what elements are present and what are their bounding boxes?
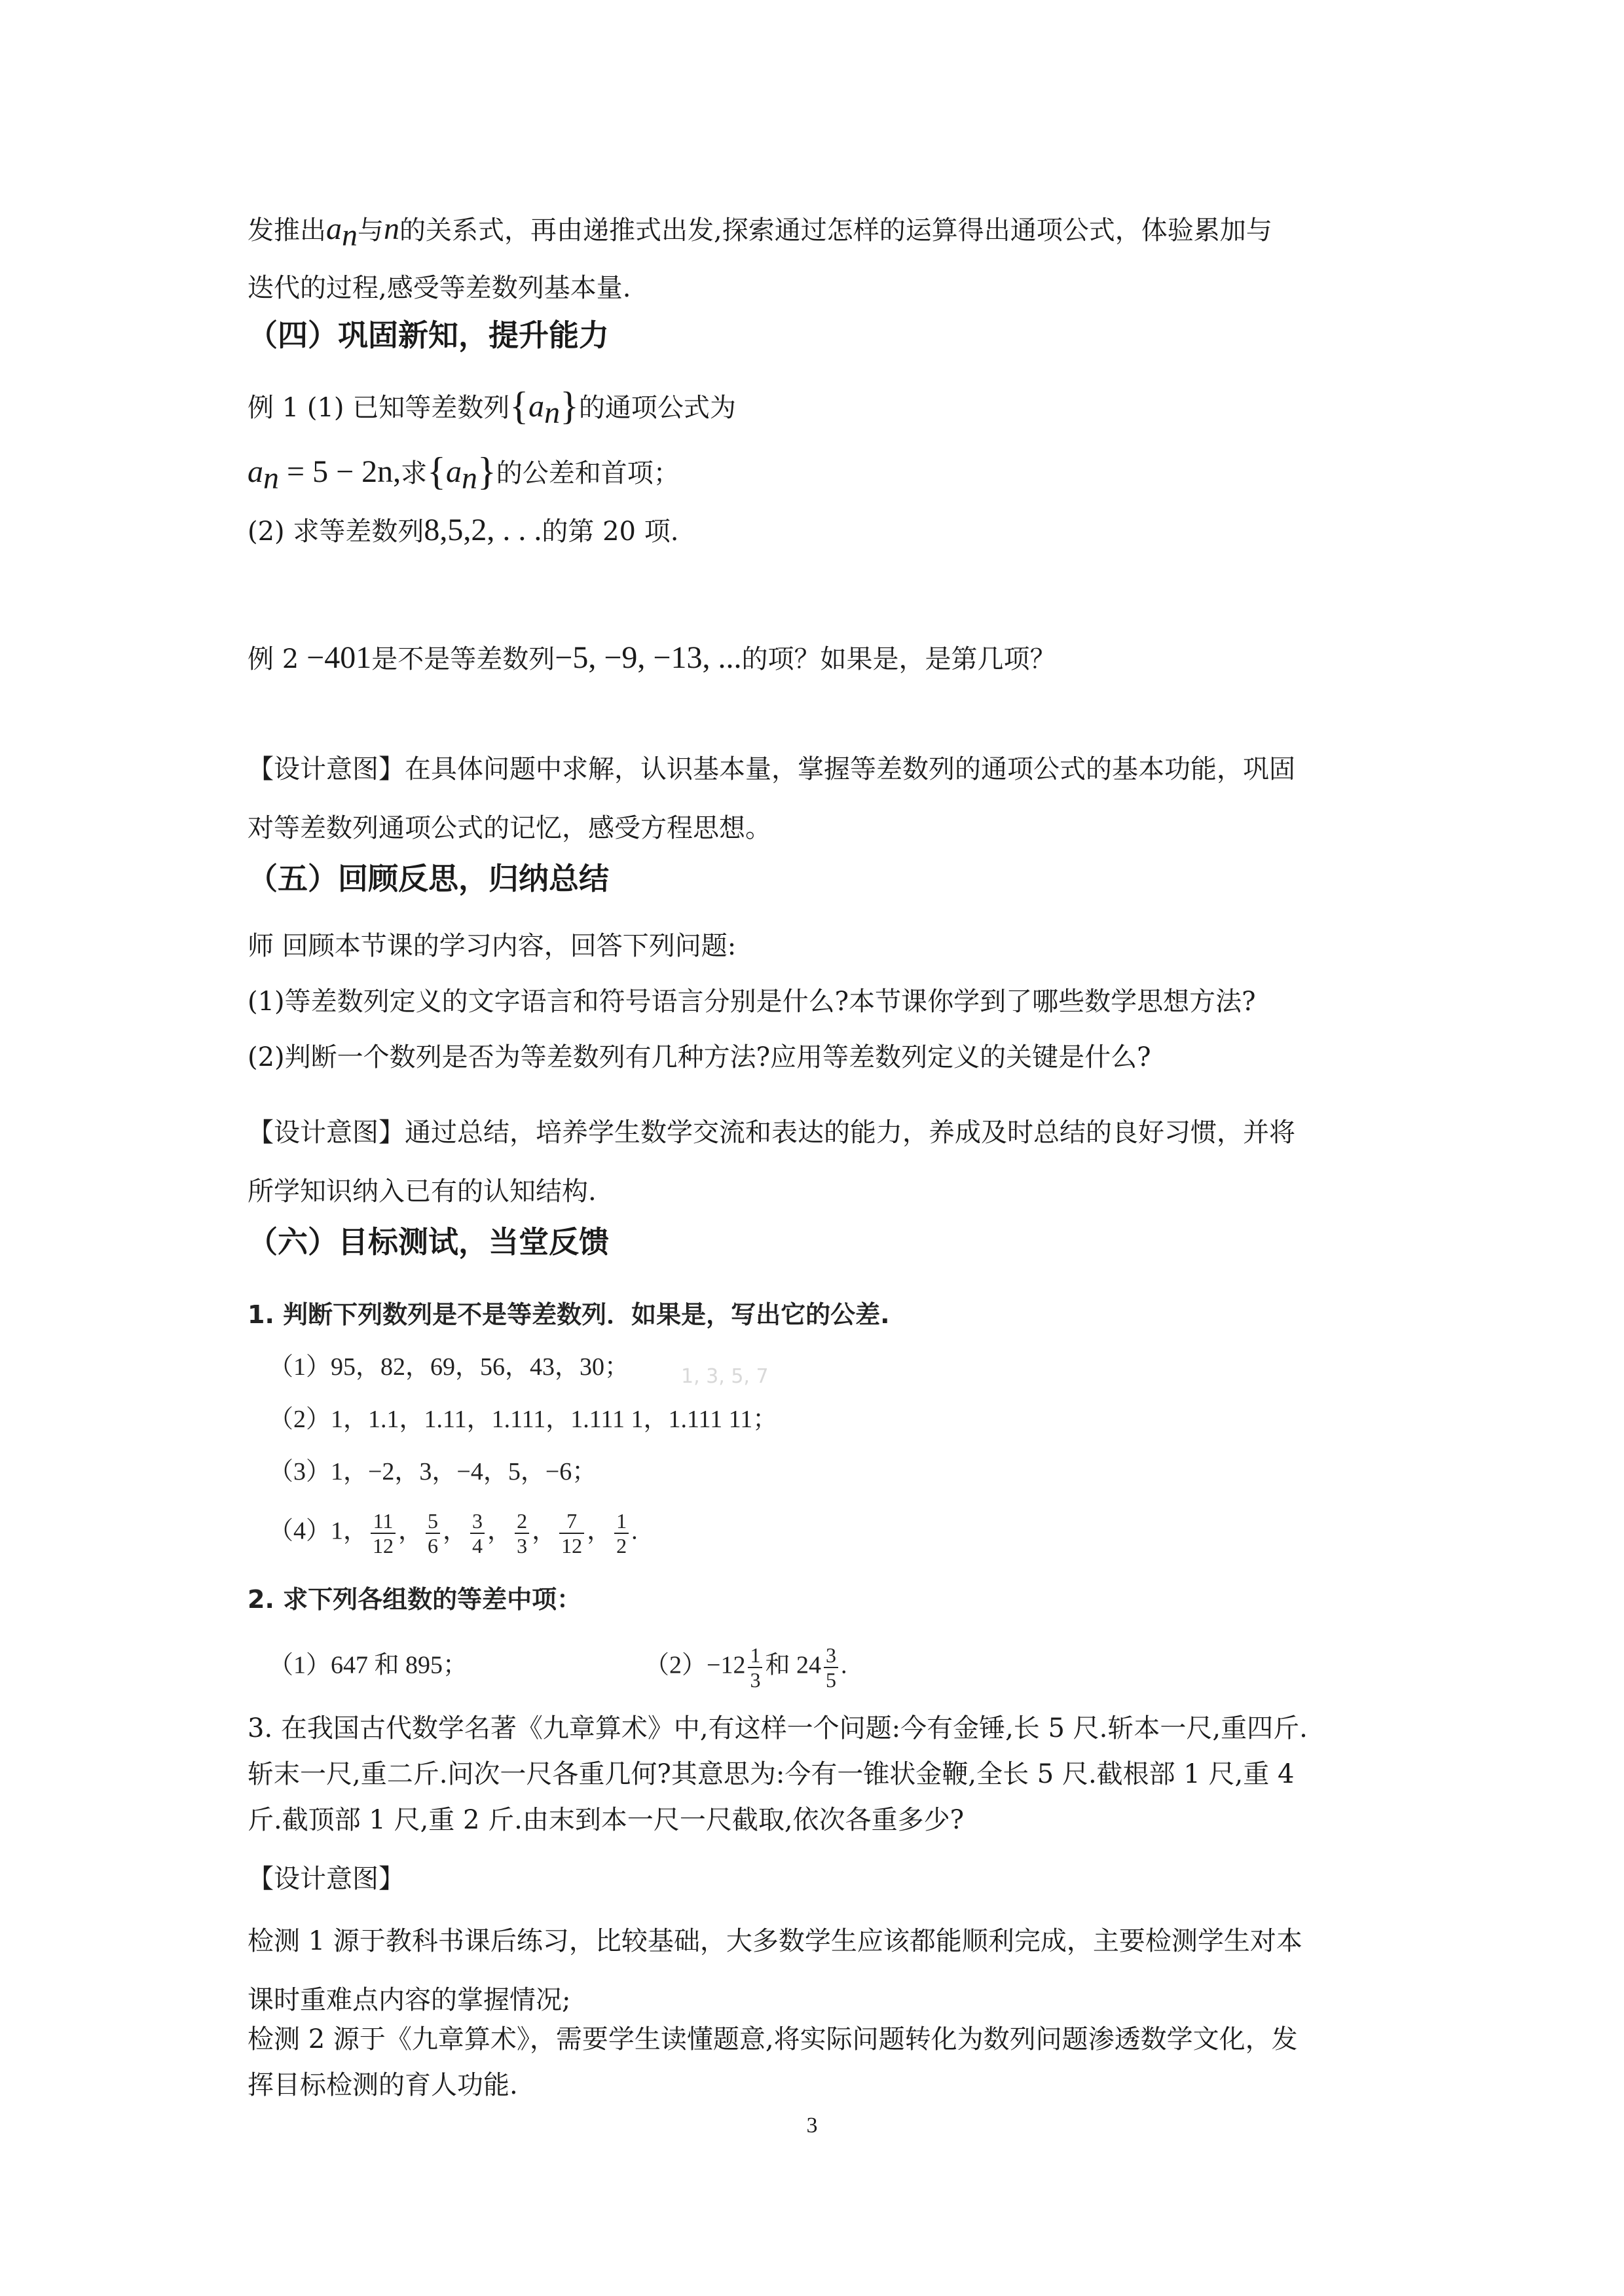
section-5-line-1: 师 回顾本节课的学习内容，回答下列问题: bbox=[248, 931, 737, 961]
section-5-intent-line-1: 【设计意图】通过总结，培养学生数学交流和表达的能力，养成及时总结的良好习惯，并将 bbox=[248, 1118, 1295, 1148]
section-6-intent-title: 【设计意图】 bbox=[248, 1864, 405, 1894]
fraction: $\frac{3}{5}$ bbox=[824, 1643, 838, 1692]
example-2: 例 2 −401是不是等差数列−5, −9, −13, ...的项？如果是，是第几项？ bbox=[248, 640, 1056, 675]
fraction: $\frac{11}{12}$ bbox=[371, 1509, 396, 1558]
section-5-question-2: (2)判断一个数列是否为等差数列有几种方法?应用等差数列定义的关键是什么? bbox=[248, 1042, 1151, 1072]
fraction: $\frac{1}{2}$ bbox=[614, 1509, 629, 1558]
section-4-intent-line-2: 对等差数列通项公式的记忆，感受方程思想。 bbox=[248, 813, 771, 843]
fraction: $\frac{5}{6}$ bbox=[426, 1509, 440, 1558]
fraction: $\frac{3}{4}$ bbox=[470, 1509, 485, 1558]
exercise-3-line-2: 斩末一尺,重二斤.问次一尺各重几何?其意思为:今有一锥状金鞭,全长 5 尺.截根部 1 尺,重 4 bbox=[248, 1759, 1295, 1789]
example-1-line-2: $a_n = 5 - 2n$,求$\{a_n\}$的公差和首项； bbox=[248, 450, 680, 496]
section-4-intent-line-1: 【设计意图】在具体问题中求解，认识基本量，掌握等差数列的通项公式的基本功能，巩固 bbox=[248, 754, 1295, 784]
exercise-3-line-3: 斤.截顶部 1 尺,重 2 斤.由末到本一尺一尺截取,依次各重多少? bbox=[248, 1805, 965, 1835]
exercise-1-title: 1. 判断下列数列是不是等差数列．如果是，写出它的公差. bbox=[248, 1300, 890, 1329]
check-1-line-2: 课时重难点内容的掌握情况; bbox=[248, 1985, 571, 2015]
section-6-title: （六）目标测试，当堂反馈 bbox=[248, 1224, 609, 1260]
intro-line-1: 发推出$a_n$与n的关系式，再由递推式出发,探索通过怎样的运算得出通项公式，体验累加与 bbox=[248, 211, 1272, 253]
section-5-question-1: (1)等差数列定义的文字语言和符号语言分别是什么?本节课你学到了哪些数学思想方法? bbox=[248, 987, 1256, 1017]
exercise-2-title: 2. 求下列各组数的等差中项： bbox=[248, 1585, 582, 1614]
exercise-1-item-4: （4）1， $\frac{11}{12}$ ， $\frac{5}{6}$ ， $\frac{3}{4}$ ， $\frac{2}{3}$ ， $\frac{7}{12}$ ， $\frac{1}{2}$ . bbox=[268, 1509, 638, 1558]
page-number: 3 bbox=[806, 2113, 818, 2138]
exercise-2-items: （1）647 和 895； （2）−12 $\frac{1}{3}$ 和 24 $\frac{3}{5}$ . bbox=[268, 1643, 847, 1692]
check-2-line-1: 检测 2 源于《九章算术》，需要学生读懂题意,将实际问题转化为数列问题渗透数学文化，发 bbox=[248, 2024, 1298, 2054]
exercise-2-item-1: （1）647 和 895； bbox=[268, 1651, 468, 1679]
exercise-3-line-1: 3. 在我国古代数学名著《九章算术》中,有这样一个问题:今有金锤,长 5 尺.斩本一尺,重四斤. bbox=[248, 1713, 1308, 1743]
fraction: $\frac{1}{3}$ bbox=[748, 1643, 762, 1692]
fraction: $\frac{2}{3}$ bbox=[515, 1509, 529, 1558]
exercise-1-item-1: （1）95，82，69，56，43，30； bbox=[268, 1353, 630, 1381]
intro-line-2: 迭代的过程,感受等差数列基本量. bbox=[248, 273, 631, 303]
check-1-line-1: 检测 1 源于教科书课后练习，比较基础，大多数学生应该都能顺利完成，主要检测学生对本 bbox=[248, 1926, 1302, 1956]
example-1-line-3: (2) 求等差数列8,5,2, . . .的第 20 项. bbox=[248, 513, 679, 547]
check-2-line-2: 挥目标检测的育人功能. bbox=[248, 2070, 518, 2100]
exercise-1-item-3: （3）1，−2，3，−4，5，−6； bbox=[268, 1458, 597, 1485]
section-5-title: （五）回顾反思，归纳总结 bbox=[248, 861, 609, 896]
fraction: $\frac{7}{12}$ bbox=[559, 1509, 584, 1558]
example-1-line-1: 例 1 (1) 已知等差数列$\{a_n\}$的通项公式为 bbox=[248, 384, 736, 430]
section-5-intent-line-2: 所学知识纳入已有的认知结构. bbox=[248, 1176, 597, 1207]
faint-background-text: 1, 3, 5, 7 bbox=[681, 1365, 769, 1388]
section-4-title: （四）巩固新知，提升能力 bbox=[248, 318, 609, 353]
exercise-1-item-2: （2）1，1.1，1.11，1.111，1.111 1，1.111 11； bbox=[268, 1406, 778, 1433]
